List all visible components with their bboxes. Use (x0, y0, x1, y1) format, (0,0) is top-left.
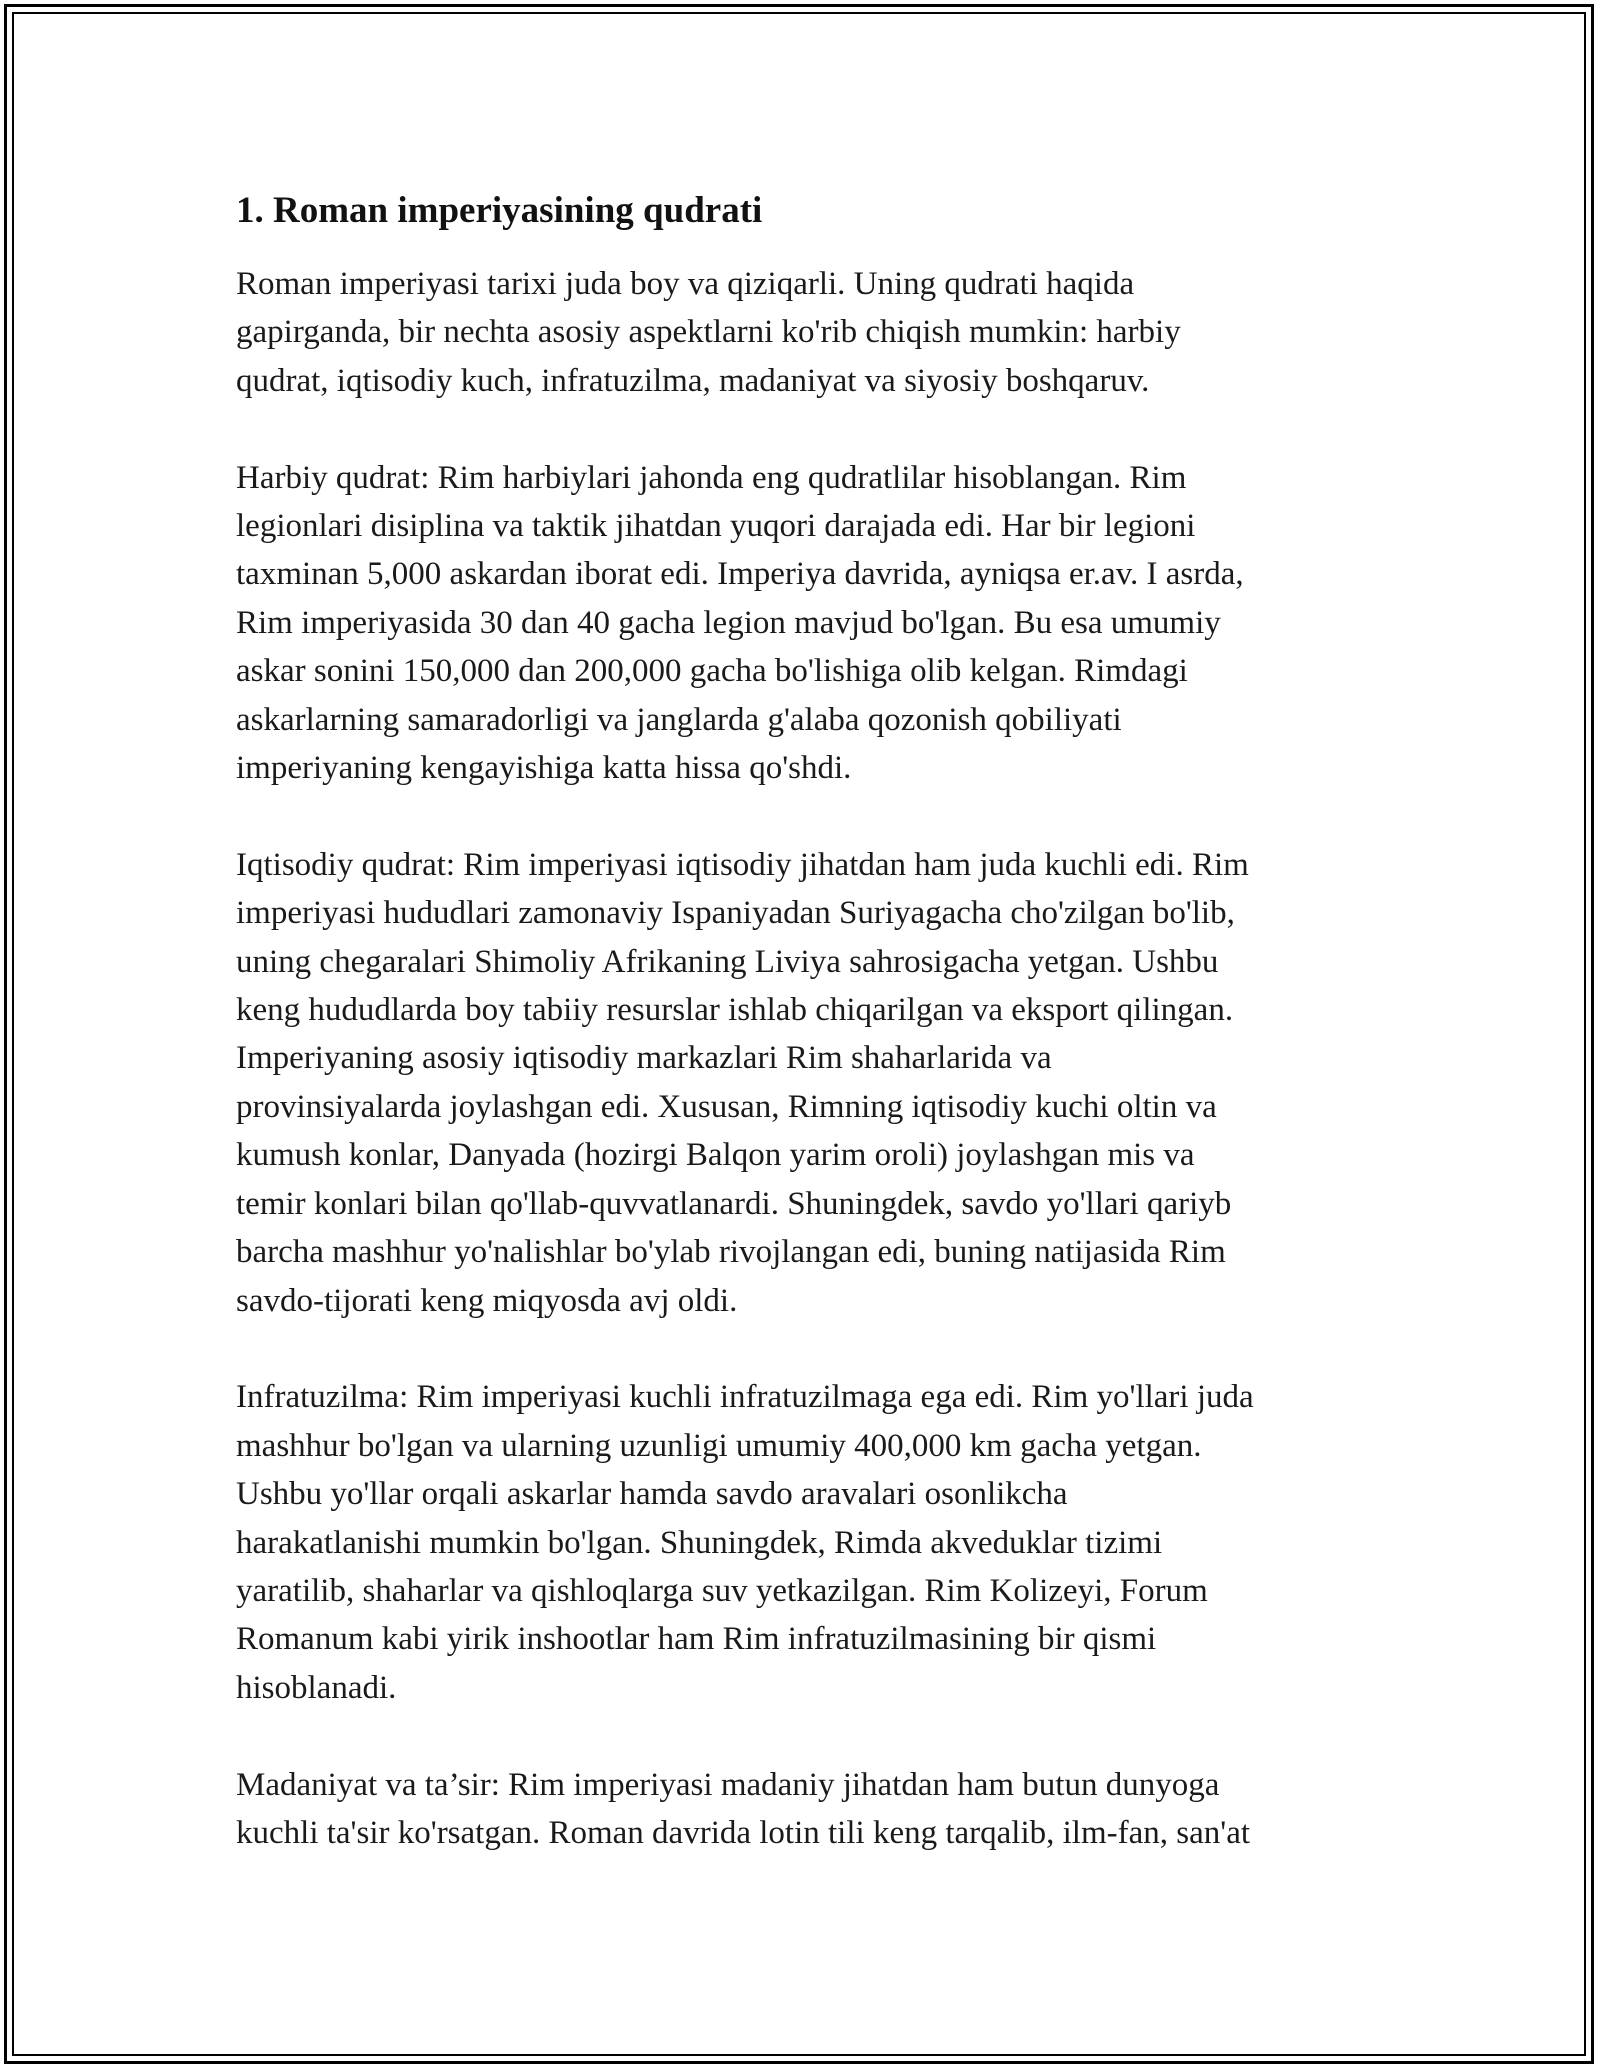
text-line: taxminan 5,000 askardan iborat edi. Imperiya davrida, ayniqsa er.av. I asrda, (236, 556, 1244, 593)
text-line: hisoblanadi. (236, 1669, 397, 1706)
text-line: Ushbu yo'llar orqali askarlar hamda savdo aravalari osonlikcha (236, 1476, 1068, 1513)
text-line: yaratilib, shaharlar va qishloqlarga suv yetkazilgan. Rim Kolizeyi, Forum (236, 1572, 1208, 1609)
document-body (236, 186, 1376, 1906)
text-line: Rim imperiyasida 30 dan 40 gacha legion mavjud bo'lgan. Bu esa umumiy (236, 604, 1221, 641)
text-line: legionlari disiplina va taktik jihatdan yuqori darajada edi. Har bir legioni (236, 508, 1196, 545)
text-line: kumush konlar, Danyada (hozirgi Balqon yarim oroli) joylashgan mis va (236, 1137, 1195, 1174)
text-line: temir konlari bilan qo'llab-quvvatlanardi. Shuningdek, savdo yo'llari qariyb (236, 1185, 1232, 1222)
text-line: barcha mashhur yo'nalishlar bo'ylab rivojlangan edi, buning natijasida Rim (236, 1234, 1226, 1271)
body-paragraph (236, 1761, 1376, 1858)
text-line: gapirganda, bir nechta asosiy aspektlarni ko'rib chiqish mumkin: harbiy (236, 314, 1181, 351)
body-paragraph (236, 841, 1376, 1325)
text-line: provinsiyalarda joylashgan edi. Xususan, Rimning iqtisodiy kuchi oltin va (236, 1088, 1217, 1125)
text-line: Infratuzilma: Rim imperiyasi kuchli infratuzilmaga ega edi. Rim yo'llari juda (236, 1379, 1254, 1416)
section-heading: 1. Roman imperiyasining qudrati (236, 190, 763, 231)
text-line: keng hududlarda boy tabiiy resurslar ishlab chiqarilgan va eksport qilingan. (236, 992, 1234, 1029)
text-line: imperiyaning kengayishiga katta hissa qo'shdi. (236, 750, 852, 787)
text-line: uning chegaralari Shimoliy Afrikaning Liviya sahrosigacha yetgan. Ushbu (236, 943, 1219, 980)
body-paragraph (236, 260, 1376, 405)
text-line: imperiyasi hududlari zamonaviy Ispaniyadan Suriyagacha cho'zilgan bo'lib, (236, 895, 1235, 932)
text-line: askarlarning samaradorligi va janglarda g'alaba qozonish qobiliyati (236, 701, 1122, 738)
text-line: Imperiyaning asosiy iqtisodiy markazlari Rim shaharlarida va (236, 1040, 1052, 1077)
text-line: harakatlanishi mumkin bo'lgan. Shuningdek, Rimda akveduklar tizimi (236, 1524, 1163, 1561)
body-paragraph (236, 1373, 1376, 1712)
body-paragraph (236, 454, 1376, 793)
text-line: Romanum kabi yirik inshootlar ham Rim infratuzilmasining bir qismi (236, 1621, 1157, 1658)
text-line: kuchli ta'sir ko'rsatgan. Roman davrida lotin tili keng tarqalib, ilm-fan, san'at (236, 1814, 1251, 1851)
text-line: askar sonini 150,000 dan 200,000 gacha bo'lishiga olib kelgan. Rimdagi (236, 653, 1188, 690)
text-line: Roman imperiyasi tarixi juda boy va qiziqarli. Uning qudrati haqida (236, 266, 1135, 302)
paragraph-list (236, 260, 1376, 1857)
text-line: qudrat, iqtisodiy kuch, infratuzilma, madaniyat va siyosiy boshqaruv. (236, 362, 1150, 399)
text-line: Harbiy qudrat: Rim harbiylari jahonda eng qudratlilar hisoblangan. Rim (236, 459, 1187, 496)
text-line: Iqtisodiy qudrat: Rim imperiyasi iqtisodiy jihatdan ham juda kuchli edi. Rim (236, 846, 1249, 883)
text-line: savdo-tijorati keng miqyosda avj oldi. (236, 1282, 738, 1319)
text-line: mashhur bo'lgan va ularning uzunligi umumiy 400,000 km gacha yetgan. (236, 1427, 1202, 1464)
text-line: Madaniyat va ta’sir: Rim imperiyasi madaniy jihatdan ham butun dunyoga (236, 1766, 1220, 1803)
